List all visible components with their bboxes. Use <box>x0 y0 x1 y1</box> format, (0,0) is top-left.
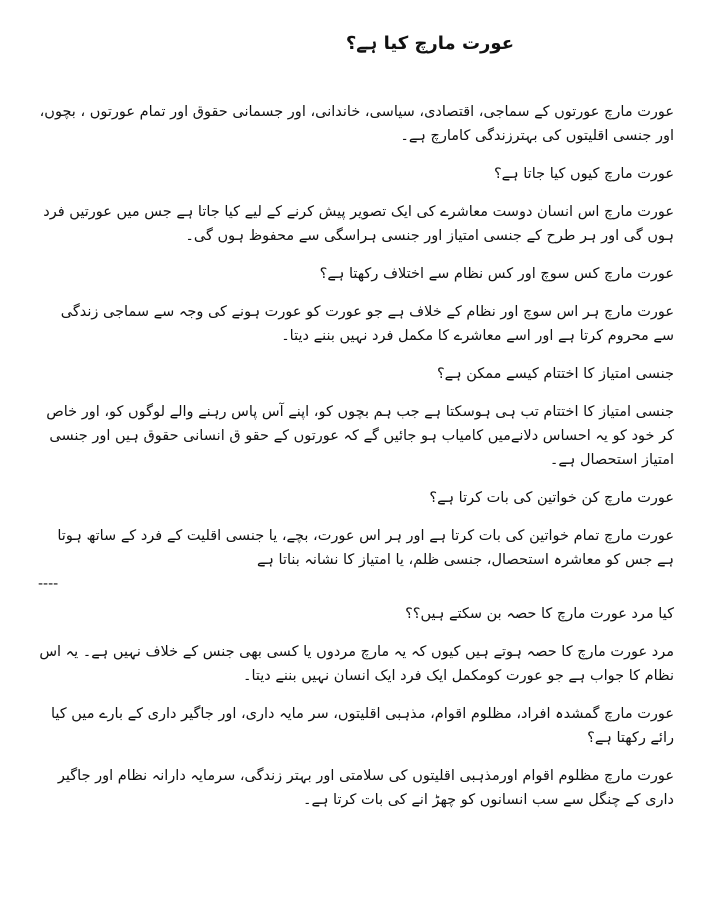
page-title: عورت مارچ کیا ہے؟ <box>345 33 514 54</box>
section-6-paragraph: عورت مارچ گمشدہ افراد، مظلوم اقوام، مذہبی اقلیتوں، سر مایہ داری، اور جاگیر داری کے بارے میں کیا رائے رکھتا ہے؟ <box>50 706 674 746</box>
document-page <box>38 30 674 826</box>
section-2-question: عورت مارچ کس سوچ اور کس نظام سے اختلاف رکھتا ہے؟ <box>319 266 674 282</box>
section-1-answer: عورت مارچ اس انسان دوست معاشرے کی ایک تصویر پیش کرنے کے لیے کیا جاتا ہے جس میں عورتیں فرد ہوں گی اور ہر طرح کے جنسی امتیاز اور جنسی ہراسگی سے محفوظ ہوں گی۔ <box>43 204 674 244</box>
section-4-dashes: ---- <box>38 576 59 592</box>
section-5-answer: مرد عورت مارچ کا حصہ ہوتے ہیں کیوں کہ یہ مارچ مردوں یا کسی بھی جنس کے خلاف نہیں ہے۔ یہ اس نظام کا جواب ہے جو عورت کومکمل ایک فرد ایک انسان نہیں بننے دیتا۔ <box>39 644 674 684</box>
section-4-answer: عورت مارچ تمام خواتین کی بات کرتا ہے اور ہر اس عورت، بچے، یا جنسی اقلیت کے فرد کے ساتھ ہوتا ہے جس کو معاشرہ استحصال، جنسی ظلم، یا امتیاز کا نشانہ بناتا ہے <box>57 528 674 568</box>
section-2-answer: عورت مارچ ہر اس سوچ اور نظام کے خلاف ہے جو عورت کو عورت ہونے کی وجہ سے سماجی زندگی سے محروم کرتا ہے اور اسے معاشرے کا مکمل فرد نہیں بننے دیتا۔ <box>60 304 674 344</box>
section-5 <box>38 602 674 688</box>
section-1-question: عورت مارچ کیوں کیا جاتا ہے؟ <box>493 166 674 182</box>
section-7-paragraph: عورت مارچ مظلوم اقوام اورمذہبی اقلیتوں کی سلامتی اور بہتر زندگی، سرمایہ دارانہ نظام اور جاگیر داری کے چنگل سے سب انسانوں کو چھڑ انے کی بات کرتا ہے۔ <box>57 768 674 808</box>
section-1 <box>38 162 674 248</box>
section-7 <box>38 764 674 812</box>
section-3 <box>38 362 674 472</box>
intro-paragraph: عورت مارچ عورتوں کے سماجی، اقتصادی، سیاسی، خاندانی، اور جسمانی حقوق اور تمام عورتوں ، بچوں، اور جنسی اقلیتوں کی بہترزندگی کامارچ ہے۔ <box>39 104 674 144</box>
section-5-question: کیا مرد عورت مارچ کا حصہ بن سکتے ہیں؟؟ <box>405 606 674 622</box>
section-6 <box>38 702 674 750</box>
section-4 <box>38 486 674 592</box>
section-4-question: عورت مارچ کن خواتین کی بات کرتا ہے؟ <box>429 490 674 506</box>
section-3-question: جنسی امتیاز کا اختتام کیسے ممکن ہے؟ <box>436 366 674 382</box>
section-3-answer: جنسی امتیاز کا اختتام تب ہی ہوسکتا ہے جب ہم بچوں کو، اپنے آس پاس رہنے والے لوگوں کو، اور خاص کر خود کو یہ احساس دلانےمیں کامیاب ہو جائیں گے کہ عورتوں کے حقو ق انسانی حقوق ہیں اور جنسی امتیاز استحصال ہے۔ <box>46 404 674 468</box>
section-2 <box>38 262 674 348</box>
